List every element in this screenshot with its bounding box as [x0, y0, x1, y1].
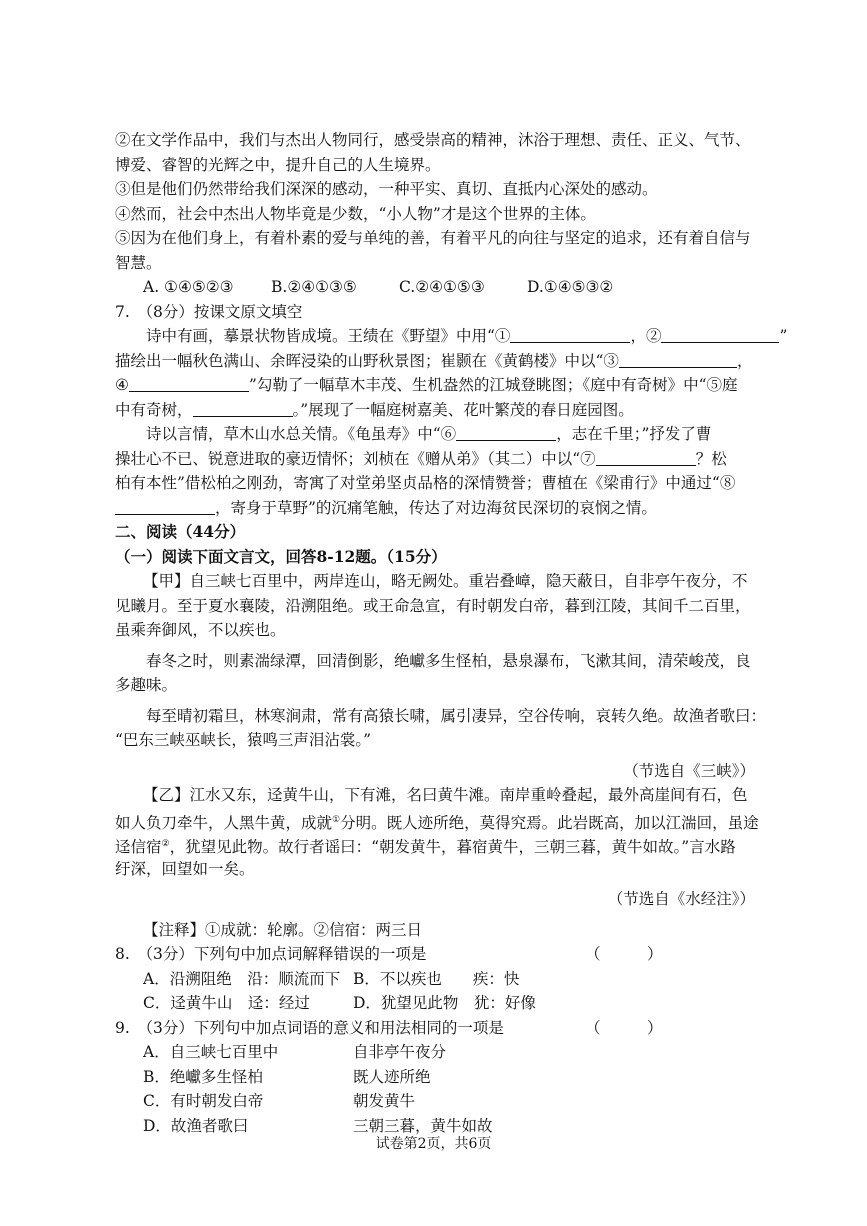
annotation-notes: 【注释】①成就：轮廓。②信宿：两三日 — [143, 920, 423, 939]
passage-line: 【乙】江水又东，迳黄牛山，下有滩，名曰黄牛滩。南岸重岭叠起，最外高崖间有石，色 — [143, 786, 748, 804]
q9-stem-line — [115, 1016, 765, 1041]
blank-6[interactable] — [456, 424, 556, 441]
q7-text: 中有奇树， — [115, 400, 193, 419]
q6-option-a[interactable]: A. ①④⑤②③ — [143, 278, 234, 296]
q9-sentence-right: 自非亭午夜分 — [353, 1043, 447, 1061]
passage-yi — [115, 783, 765, 942]
blank-1[interactable] — [510, 326, 630, 343]
passage-text: ，犹望见此物。故行者谣曰：“朝发黄牛，暮宿黄牛，三朝三暮，黄牛如故。”言水路 — [169, 838, 736, 857]
passage-text: 迳信宿 — [115, 838, 162, 857]
q9-sentence-left: B．绝巘多生怪柏 — [143, 1067, 263, 1086]
q7-text: ④ — [115, 376, 129, 394]
q6-line: 智慧。 — [115, 253, 162, 272]
passage-text: 分明。既人迹所绝，莫得究焉。此岩既高，加以江湍回，虽途 — [340, 813, 759, 832]
q7-text: ，② — [630, 327, 662, 345]
passage-source: （节选自《三峡》） — [623, 761, 755, 780]
q6-line: ③但是他们仍然带给我们深深的感动，一种平实、真切、直抵内心深处的感动。 — [115, 180, 658, 198]
q9-sentence-left: C．有时朝发白帝 — [143, 1092, 264, 1110]
q8-option-c[interactable]: C．迳黄牛山 迳：经过 — [143, 994, 310, 1012]
q9-sentence-left: A．自三峡七百里中 — [143, 1043, 279, 1061]
q9-stem: 9. （3分）下列句中加点词语的意义和用法相同的一项是 — [115, 1018, 504, 1037]
q7-text: 描绘出一幅秋色满山、余晖浸染的山野秋景图；崔颢在《黄鹤楼》中以“③ — [115, 351, 619, 370]
q7-line — [115, 373, 765, 398]
q7-text: ，寄身于草野”的沉痛笔触，传达了对边海贫民深切的哀悯之情。 — [215, 498, 657, 517]
q7-line — [115, 496, 765, 521]
q6-line: ②在文学作品中，我们与杰出人物同行，感受崇高的精神，沐浴于理想、责任、正义、气节、 — [115, 131, 751, 149]
q8-option-b[interactable]: B．不以疾也 疾：快 — [353, 969, 520, 988]
q9-sentence-right: 朝发黄牛 — [353, 1092, 416, 1110]
q6-option-b[interactable]: B.②④①③⑤ — [271, 278, 357, 296]
blank-5[interactable] — [193, 400, 293, 417]
footnote-mark: ① — [332, 814, 341, 825]
q9-sentence-right: 既人迹所绝 — [353, 1067, 431, 1086]
q8-stem: 8. （3分）下列句中加点词解释错误的一项是 — [115, 945, 427, 963]
passage-line: 见曦月。至于夏水襄陵，沿溯阻绝。或王命急宣，有时朝发白帝，暮到江陵，其间千二百里， — [115, 596, 751, 615]
q7-line: 柏有本性”借松柏之刚劲，寄寓了对堂弟坚贞品格的深情赞誉；曹植在《梁甫行》中通过“⑧ — [115, 474, 736, 492]
q9-answer-paren[interactable]: （ ） — [585, 1018, 663, 1037]
passage-line: 每至晴初霜旦，林寒涧肃，常有高猿长啸，属引凄异，空谷传响，哀转久绝。故渔者歌曰： — [146, 706, 767, 725]
blank-4[interactable] — [129, 375, 249, 392]
q7-text: 诗中有画，摹景状物皆成境。王绩在《野望》中用“① — [146, 327, 511, 345]
q6-options — [115, 275, 765, 300]
page-content — [115, 128, 788, 1138]
q8-options-row — [115, 991, 765, 1016]
q6-option-d[interactable]: D.①④⑤③② — [527, 278, 614, 296]
blank-3[interactable] — [619, 351, 737, 368]
passage-line — [115, 832, 765, 857]
q8-options-row — [115, 967, 765, 992]
footnote-mark: ② — [161, 839, 170, 849]
blank-8[interactable] — [115, 498, 215, 515]
q7-line — [115, 398, 765, 423]
q7-text: ”勾勒了一幅草木丰茂、生机盎然的江城登眺图；《庭中有奇树》中“⑤庭 — [248, 376, 738, 394]
q8-stem-line — [115, 942, 765, 967]
passage-line — [115, 808, 765, 833]
passage-jia — [115, 569, 765, 783]
subsection-heading: （一）阅读下面文言文，回答8-12题。（15分） — [115, 546, 447, 566]
q8-option-a[interactable]: A．沿溯阻绝 沿：顺流而下 — [143, 969, 341, 988]
q9-sentence-right: 三朝三暮，黄牛如故 — [353, 1116, 493, 1135]
passage-line: “巴东三峡巫峡长，猿鸣三声泪沾裳。” — [115, 731, 372, 749]
q7-line — [115, 447, 765, 472]
passage-line: 多趣味。 — [115, 676, 178, 694]
passage-line: 虽乘奔御风，不以疾也。 — [115, 621, 286, 639]
q7-text: 诗以言情，草木山水总关情。《龟虽寿》中“⑥ — [146, 425, 457, 443]
passage-line: 春冬之时，则素湍绿潭，回清倒影，绝巘多生怪柏，悬泉瀑布，飞漱其间，清荣峻茂，良 — [146, 651, 751, 670]
q6-sentences — [115, 128, 765, 275]
page-footer: 试卷第2页，共6页 — [375, 1136, 492, 1152]
q9-sentence-left: D．故渔者歌曰 — [143, 1116, 249, 1135]
q6-line: ⑤因为在他们身上，有着朴素的爱与单纯的善，有着平凡的向往与坚定的追求，还有着自信与 — [115, 229, 751, 247]
q7-text: 操壮心不已、锐意进取的豪迈情怀；刘桢在《赠从弟》（其二）中以“⑦ — [115, 449, 596, 468]
q8-answer-paren[interactable]: （ ） — [585, 945, 663, 963]
q9-option-a[interactable] — [115, 1040, 765, 1065]
blank-7[interactable] — [596, 449, 696, 466]
q7-text: ” — [779, 327, 788, 345]
section-heading: 二、阅读（44分） — [115, 522, 246, 541]
q7-line — [115, 324, 788, 349]
q7-line — [115, 422, 765, 447]
q7-text: ， — [736, 351, 753, 370]
q9-option-c[interactable] — [115, 1089, 765, 1114]
passage-line: 纡深，回望如一矣。 — [115, 859, 255, 878]
blank-2[interactable] — [661, 326, 779, 343]
q7-title: 7. （8分）按课文原文填空 — [115, 302, 303, 321]
q6-option-c[interactable]: C.②④①⑤③ — [399, 278, 485, 296]
q7-text: 。”展现了一幅庭树嘉美、花叶繁茂的春日庭园图。 — [292, 400, 634, 419]
passage-line: 【甲】自三峡七百里中，两岸连山，略无阙处。重岩叠嶂，隐天蔽日，自非亭午夜分，不 — [143, 572, 748, 590]
q9-option-b[interactable] — [115, 1065, 765, 1090]
q7-text: ，志在千里；”抒发了曹 — [556, 425, 712, 443]
passage-source: （节选自《水经注》） — [607, 890, 755, 908]
q7-text: ？松 — [695, 449, 727, 468]
q6-line: 博爱、睿智的光辉之中，提升自己的人生境界。 — [115, 155, 441, 174]
q7-line — [115, 349, 765, 374]
q8-option-d[interactable]: D．犹望见此物 犹：好像 — [353, 994, 536, 1012]
passage-text: 如人负刀牵牛，人黑牛黄，成就 — [115, 813, 333, 832]
q6-line: ④然而，社会中杰出人物毕竟是少数，“小人物”才是这个世界的主体。 — [115, 204, 596, 223]
